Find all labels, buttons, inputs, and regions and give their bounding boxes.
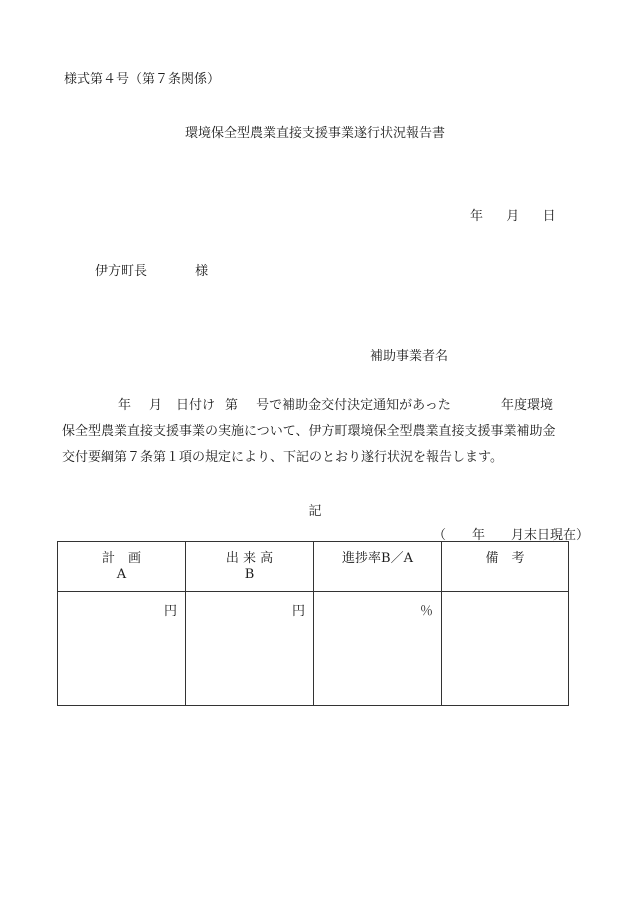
document-title: 環境保全型農業直接支援事業遂行状況報告書 (184, 126, 445, 141)
addressee (95, 260, 208, 279)
body-month: 月 (149, 398, 163, 413)
body-fiscal-year: 年度環境 (500, 398, 553, 413)
cell-plan[interactable] (58, 592, 186, 706)
header-progress: 進捗率B／A (314, 542, 442, 592)
date-line (470, 205, 556, 224)
body-number-prefix: 第 (225, 398, 239, 413)
as-of-date: （ 年 月末日現在） (433, 528, 590, 543)
unit-yen-actual: 円 (291, 604, 305, 619)
header-remarks: 備 考 (442, 542, 569, 592)
body-notice: 号で補助金交付決定通知があった (256, 398, 451, 413)
form-number: 様式第４号（第７条関係） (64, 72, 221, 87)
table-row (58, 592, 569, 706)
header-actual: 出 来 高 B (186, 542, 314, 592)
cell-remarks[interactable] (442, 592, 569, 706)
unit-yen-plan: 円 (163, 604, 177, 619)
cell-actual[interactable] (186, 592, 314, 706)
date-day-label: 日 (542, 209, 556, 224)
body-dated: 日付け (176, 398, 216, 413)
date-year-label: 年 (470, 209, 484, 224)
addressee-name: 伊方町長 (95, 264, 148, 279)
body-line-3: 交付要綱第７条第１項の規定により、下記のとおり遂行状況を報告します。 (62, 450, 503, 465)
status-table (57, 541, 569, 706)
unit-percent: ％ (419, 604, 433, 619)
body-line-2: 保全型農業直接支援事業の実施について、伊方町環境保全型農業直接支援事業補助金 (62, 424, 556, 439)
addressee-honorific: 様 (195, 264, 209, 279)
body-text (62, 393, 582, 471)
date-month-label: 月 (506, 209, 520, 224)
table-header-row (58, 542, 569, 592)
ki-heading: 記 (308, 504, 322, 519)
body-year: 年 (118, 398, 132, 413)
body-line-1 (62, 393, 582, 419)
cell-progress[interactable] (314, 592, 442, 706)
header-plan: 計 画 A (58, 542, 186, 592)
applicant-label: 補助事業者名 (370, 349, 449, 364)
